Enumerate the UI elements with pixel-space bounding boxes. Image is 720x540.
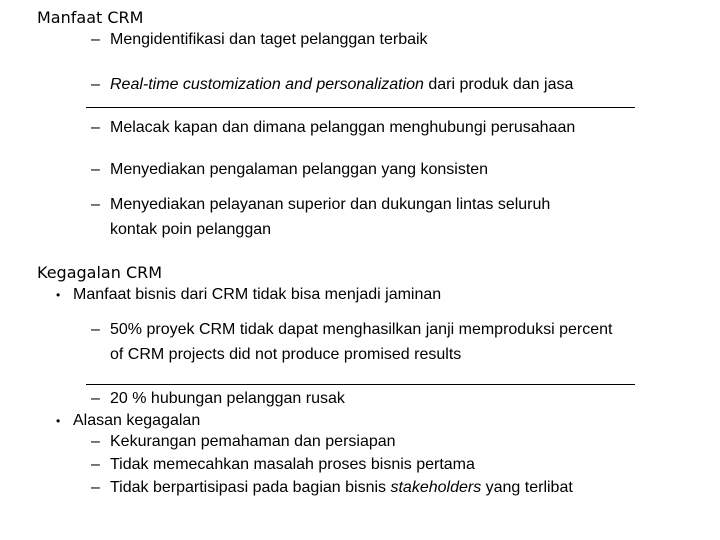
item-realtime-rest: dari produk dan jasa xyxy=(423,76,574,93)
bullet-marker: • xyxy=(56,414,61,428)
sub-lack-understanding: Kekurangan pemahaman dan persiapan xyxy=(110,433,396,450)
dash-marker: – xyxy=(91,321,100,338)
item-realtime-customization xyxy=(110,75,573,95)
section-title-kegagalan: Kegagalan CRM xyxy=(37,263,163,282)
dash-marker: – xyxy=(91,390,100,407)
dash-marker: – xyxy=(91,456,100,473)
sub-not-participating-text: Tidak berpartisipasi pada bagian bisnis xyxy=(110,479,391,496)
sub-stakeholders-italic: stakeholders xyxy=(390,479,482,496)
bullet-marker: • xyxy=(56,288,61,302)
dash-marker: – xyxy=(91,479,100,496)
item-identify-customers: Mengidentifikasi dan taget pelanggan terbaik xyxy=(110,31,428,48)
sub-not-participating xyxy=(110,478,573,498)
sub-not-solving-process: Tidak memecahkan masalah proses bisnis pertama xyxy=(110,456,475,473)
bullet-failure-reasons: Alasan kegagalan xyxy=(73,412,201,429)
divider-line xyxy=(86,107,635,108)
sub-50-percent-line2: of CRM projects did not produce promised results xyxy=(110,346,462,363)
divider-line xyxy=(86,384,635,385)
dash-marker: – xyxy=(91,161,100,178)
dash-marker: – xyxy=(91,31,100,48)
sub-20-percent: 20 % hubungan pelanggan rusak xyxy=(110,390,345,407)
dash-marker: – xyxy=(91,433,100,450)
sub-50-percent-line1: 50% proyek CRM tidak dapat menghasilkan janji memproduksi percent xyxy=(110,321,613,338)
item-superior-service-line2: kontak poin pelanggan xyxy=(110,221,272,238)
section-title-manfaat: Manfaat CRM xyxy=(37,8,144,27)
dash-marker: – xyxy=(91,119,100,136)
item-consistent-experience: Menyediakan pengalaman pelanggan yang konsisten xyxy=(110,161,489,178)
item-realtime-italic: Real-time customization and personalization xyxy=(110,76,424,93)
dash-marker: – xyxy=(91,76,100,93)
item-track-contact: Melacak kapan dan dimana pelanggan menghubungi perusahaan xyxy=(110,119,576,136)
sub-not-participating-tail: yang terlibat xyxy=(481,479,573,496)
bullet-benefits-not-guaranteed: Manfaat bisnis dari CRM tidak bisa menjadi jaminan xyxy=(73,286,442,303)
dash-marker: – xyxy=(91,196,100,213)
item-superior-service-line1: Menyediakan pelayanan superior dan dukungan lintas seluruh xyxy=(110,196,551,213)
